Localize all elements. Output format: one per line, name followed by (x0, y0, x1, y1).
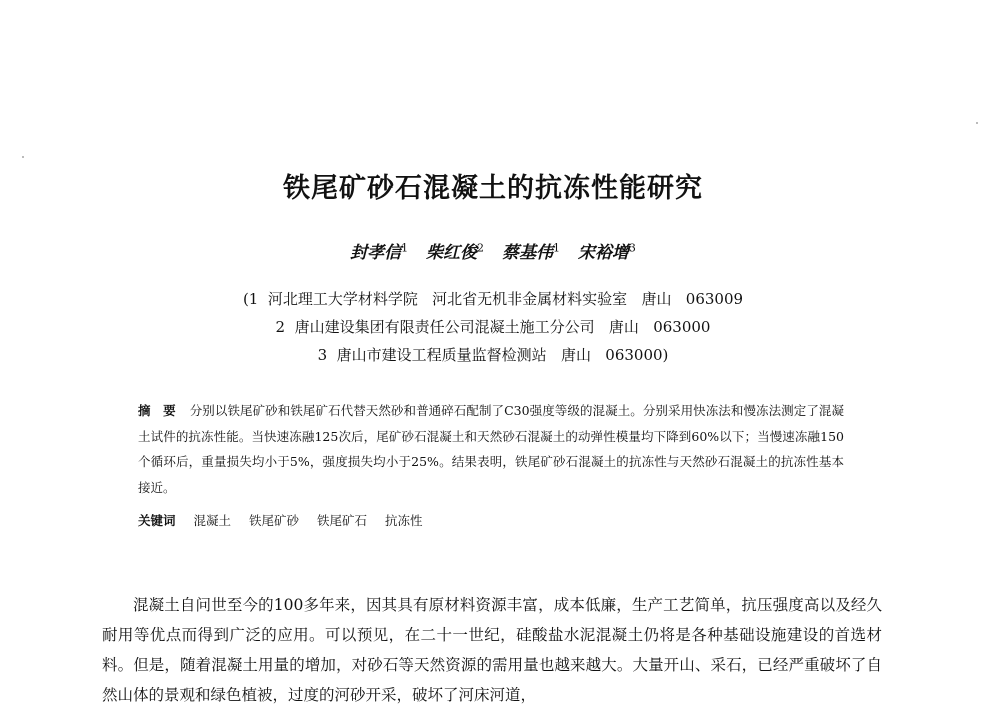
keywords-label: 关键词 (138, 513, 176, 528)
keyword: 混凝土 (193, 513, 232, 528)
abstract-text: 分别以铁尾矿砂和铁尾矿石代替天然砂和普通碎石配制了C30强度等级的混凝土。分别采用快冻法和慢冻法测定了混凝土试件的抗冻性能。当快速冻融125次后，尾矿砂石混凝土和天然砂石混凝土的动弹性模量均下降到60%以下；当慢速冻融150个循环后，重量损失均小于5%，强度损失均小于25%。结果表明，铁尾矿砂石混凝土的抗冻性与天然砂石混凝土的抗冻性基本接近。 (138, 403, 844, 495)
abstract (138, 398, 844, 500)
affiliation-2: 2 唐山建设集团有限责任公司混凝土施工分公司 唐山 063000 (275, 318, 711, 336)
affiliation-3: 3 唐山市建设工程质量监督检测站 唐山 063000) (317, 346, 669, 364)
scan-speck (976, 122, 978, 124)
author-name: 宋裕增 (577, 243, 629, 263)
author-list (0, 238, 986, 263)
author-affiliation-mark: 1 (552, 241, 560, 255)
body-paragraph: 混凝土自问世至今的100多年来，因其具有原材料资源丰富，成本低廉，生产工艺简单，抗压强度高以及经久耐用等优点而得到广泛的应用。可以预见，在二十一世纪，硅酸盐水泥混凝土仍将是各种基础设施建设的首选材料。但是，随着混凝土用量的增加，对砂石等天然资源的需用量也越来越大。大量开山、采石，已经严重破坏了自然山体的景观和绿色植被，过度的河砂开采，破坏了河床河道， (102, 596, 882, 704)
keyword: 铁尾矿砂 (249, 513, 300, 528)
author-3 (502, 243, 560, 263)
author-affiliation-mark: 3 (628, 241, 636, 255)
author-affiliation-mark: 2 (477, 241, 485, 255)
scan-speck (22, 156, 24, 158)
author-name: 封孝信 (350, 243, 402, 263)
author-affiliation-mark: 1 (401, 241, 409, 255)
author-1 (350, 243, 408, 263)
keyword: 抗冻性 (385, 513, 423, 528)
author-name: 蔡基伟 (501, 243, 553, 263)
paper-title: 铁尾矿砂石混凝土的抗冻性能研究 (283, 173, 703, 204)
abstract-label: 摘 要 (138, 403, 176, 418)
author-name: 柴红俊 (426, 243, 478, 263)
keywords (138, 511, 844, 529)
affiliation-1: (1 河北理工大学材料学院 河北省无机非金属材料实验室 唐山 063009 (242, 290, 744, 308)
author-4 (578, 243, 636, 263)
keyword: 铁尾矿石 (317, 513, 368, 528)
author-2 (426, 243, 484, 263)
